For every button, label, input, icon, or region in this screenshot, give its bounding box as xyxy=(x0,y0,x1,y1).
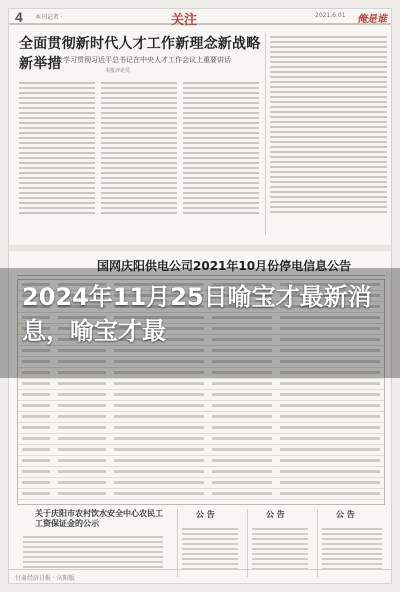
announcement-title: 国网庆阳供电公司2021年10月份停电信息公告 xyxy=(97,259,352,273)
table-row xyxy=(18,456,384,467)
article-column-1 xyxy=(19,79,95,217)
newspaper-masthead: 俺是谁 xyxy=(357,14,387,25)
page-number: 4 xyxy=(15,9,23,25)
newspaper-header xyxy=(9,9,391,28)
table-row xyxy=(18,467,384,478)
table-row xyxy=(18,489,384,500)
notice-box xyxy=(17,509,167,577)
section-title: 关注 xyxy=(171,13,198,28)
header-date: 2021.6.01 xyxy=(315,12,346,19)
table-row xyxy=(18,390,384,401)
table-row xyxy=(18,423,384,434)
article-column-3 xyxy=(183,79,259,217)
notice-title: 公 告 xyxy=(266,510,285,519)
notice-box xyxy=(317,509,385,577)
footer-text: 甘肃经济日报 · 庆阳版 xyxy=(15,575,75,582)
section-divider xyxy=(9,245,391,251)
article-headline: 全面贯彻新时代人才工作新理念新战略新举措 xyxy=(19,36,261,72)
article-subheadline: —论学习贯彻习近平总书记在中央人才工作会议上重要讲话 xyxy=(49,56,231,64)
bottom-notices xyxy=(17,509,385,577)
notice-title: 公 告 xyxy=(196,510,215,519)
table-row xyxy=(18,379,384,390)
table-row xyxy=(18,445,384,456)
table-row xyxy=(18,478,384,489)
table-row xyxy=(18,401,384,412)
article-author: 本报评论员 xyxy=(105,68,131,74)
table-row xyxy=(18,412,384,423)
notice-title: 公 告 xyxy=(336,510,355,519)
header-issue: 本刊记者 · xyxy=(35,14,63,21)
overlay-title: 2024年11月25日喻宝才最新消息，喻宝才最 xyxy=(22,283,372,345)
newspaper-footer xyxy=(9,569,391,583)
notice-box xyxy=(247,509,311,577)
sidebar-articles xyxy=(265,33,387,235)
table-row xyxy=(18,434,384,445)
notice-title: 关于庆阳市农村饮水安全中心农民工工资保证金的公示 xyxy=(35,509,163,528)
notice-box xyxy=(177,509,241,577)
article-column-2 xyxy=(101,79,177,217)
